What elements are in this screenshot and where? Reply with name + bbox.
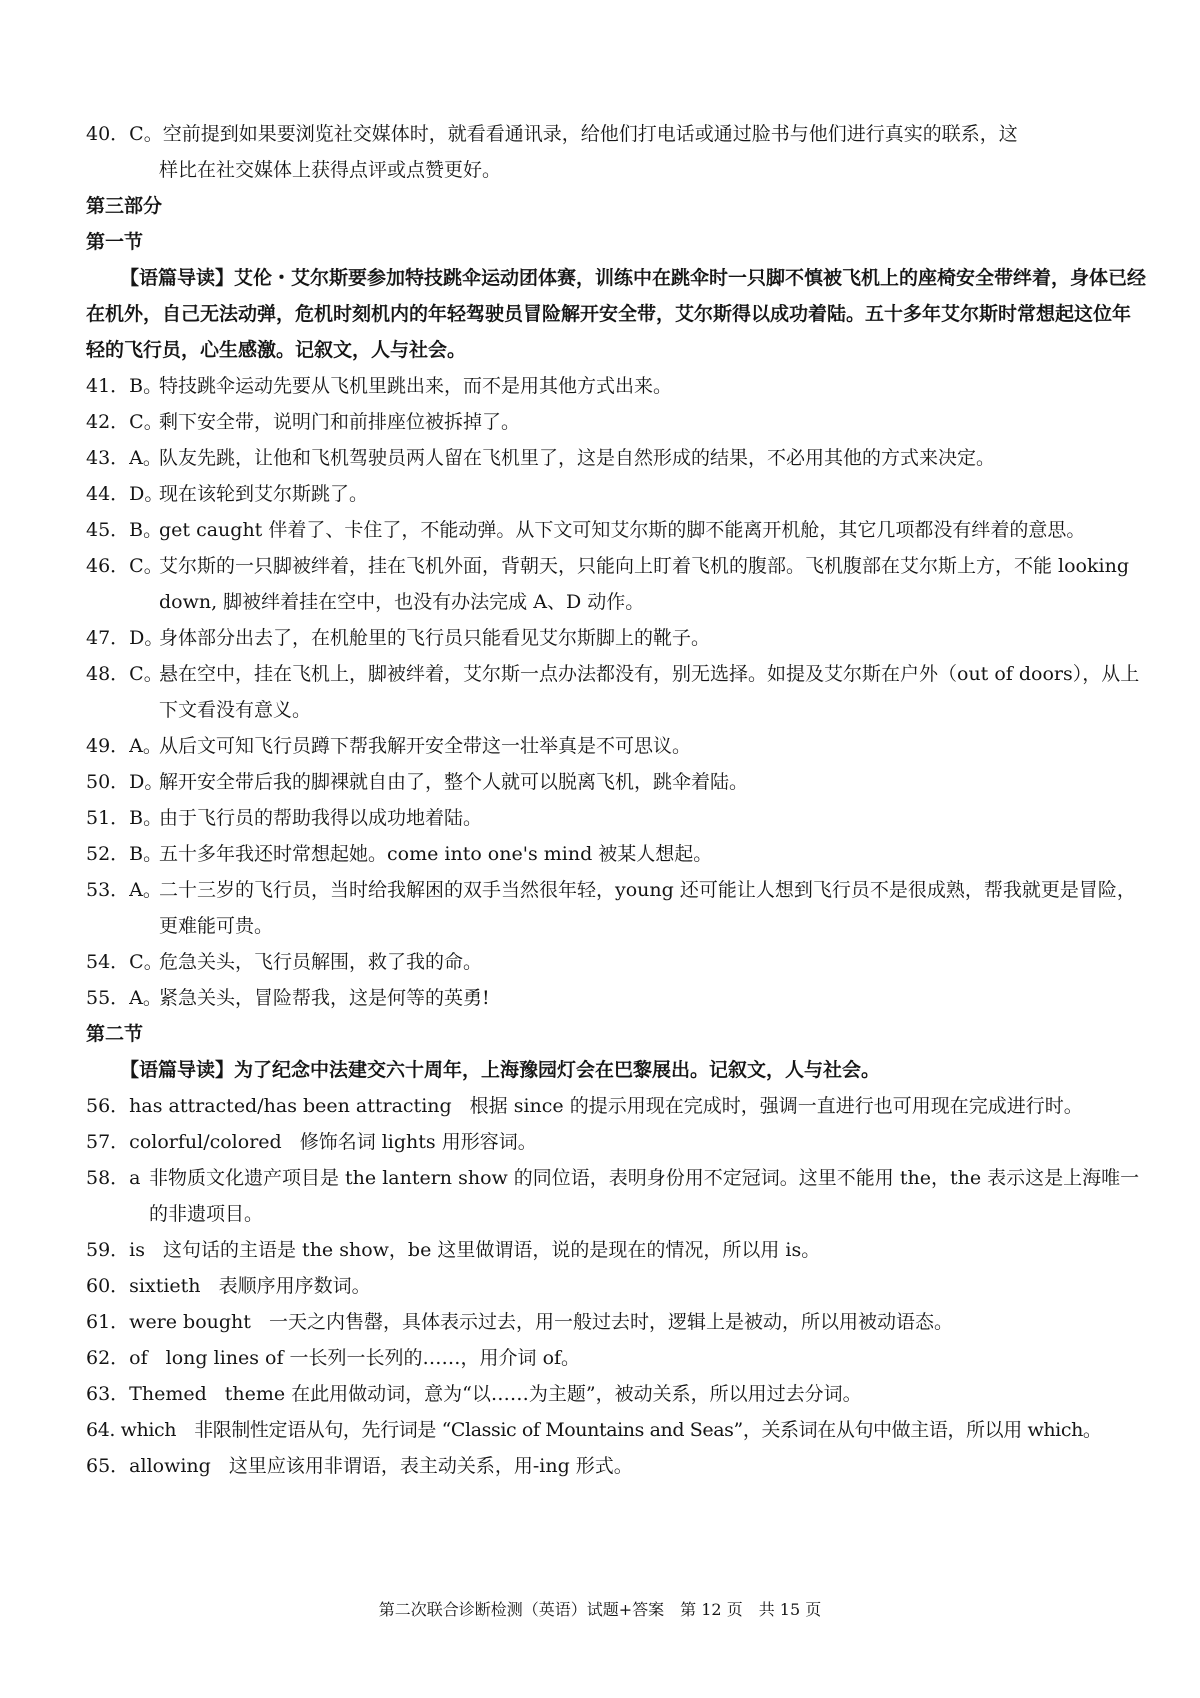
answer-explanation: 由于飞行员的帮助我得以成功地着陆。	[159, 807, 483, 829]
answer-49	[86, 728, 1146, 764]
answer-40-continued: 样比在社交媒体上获得点评或点赞更好。	[159, 159, 502, 181]
answer-explanation: 从后文可知飞行员蹲下帮我解开安全带这一壮举真是不可思议。	[159, 735, 692, 757]
answer-51	[86, 800, 1146, 836]
answer-46	[86, 548, 1146, 620]
answer-56	[86, 1088, 1146, 1124]
section-heading-2: 第二节	[86, 1023, 144, 1045]
answer-number: 62．of	[86, 1347, 148, 1369]
answer-explanation: 修饰名词 lights 用形容词。	[299, 1131, 537, 1153]
answer-explanation: 二十三岁的飞行员，当时给我解困的双手当然很年轻，young 还可能让人想到飞行员不是很成熟，帮我就更是冒险，更难能可贵。	[159, 879, 1136, 937]
answer-explanation: 剩下安全带，说明门和前排座位被拆掉了。	[159, 411, 521, 433]
answer-number: 58．a	[86, 1167, 141, 1189]
answer-number: 51．B。	[86, 807, 163, 829]
answer-45	[86, 512, 1146, 548]
answer-43	[86, 440, 1146, 476]
answer-explanation: 现在该轮到艾尔斯跳了。	[159, 483, 369, 505]
answer-explanation: 非物质文化遗产项目是 the lantern show 的同位语，表明身份用不定冠词。这里不能用 the，the 表示这是上海唯一的非遗项目。	[149, 1167, 1140, 1225]
answer-number: 43．A。	[86, 447, 162, 469]
answer-47	[86, 620, 1146, 656]
answer-explanation: 空前提到如果要浏览社交媒体时，就看看通讯录，给他们打电话或通过脸书与他们进行真实的联系，这	[162, 123, 1018, 145]
answer-explanation: 这句话的主语是 the show，be 这里做谓语，说的是现在的情况，所以用 is。	[163, 1239, 821, 1261]
answer-explanation: 这里应该用非谓语，表主动关系，用-ing 形式。	[228, 1455, 633, 1477]
part-heading: 第三部分	[86, 195, 163, 217]
answer-number: 48．C。	[86, 663, 163, 685]
answer-number: 56．has attracted/has been attracting	[86, 1095, 452, 1117]
answer-number: 40．C。	[86, 123, 163, 145]
answer-explanation: 艾尔斯的一只脚被绊着，挂在飞机外面，背朝天，只能向上盯着飞机的腹部。飞机腹部在艾尔斯上方，不能 looking down, 脚被绊着挂在空中，也没有办法完成 A、D 动作。	[159, 555, 1129, 613]
passage-intro-2: 【语篇导读】为了纪念中法建交六十周年，上海豫园灯会在巴黎展出。记叙文，人与社会。	[120, 1059, 881, 1081]
answer-57	[86, 1124, 1146, 1160]
answer-list-2	[86, 1088, 1146, 1484]
answer-number: 52．B。	[86, 843, 163, 865]
answer-number: 60．sixtieth	[86, 1275, 201, 1297]
answer-53	[86, 872, 1146, 944]
answer-number: 46．C。	[86, 555, 163, 577]
answer-48	[86, 656, 1146, 728]
answer-62	[86, 1340, 1146, 1376]
answer-number: 42．C。	[86, 411, 163, 433]
answer-explanation: 解开安全带后我的脚裸就自由了，整个人就可以脱离飞机，跳伞着陆。	[159, 771, 749, 793]
answer-number: 55．A。	[86, 987, 162, 1009]
answer-42	[86, 404, 1146, 440]
answer-number: 65．allowing	[86, 1455, 211, 1477]
passage-intro-1: 【语篇导读】艾伦・艾尔斯要参加特技跳伞运动团体赛，训练中在跳伞时一只脚不慎被飞机上的座椅安全带绊着，身体已经在机外，自己无法动弹，危机时刻机内的年轻驾驶员冒险解开安全带，艾尔斯得以成功着陆。五十多年艾尔斯时常想起这位年轻的飞行员，心生感激。记叙文，人与社会。	[86, 267, 1147, 361]
answer-63	[86, 1376, 1146, 1412]
answer-number: 64. which	[86, 1419, 177, 1441]
answer-55	[86, 980, 1146, 1016]
answer-40	[86, 116, 1146, 152]
answer-explanation: 一天之内售罄，具体表示过去，用一般过去时，逻辑上是被动，所以用被动语态。	[268, 1311, 953, 1333]
answer-explanation: 根据 since 的提示用现在完成时，强调一直进行也可用现在完成进行时。	[469, 1095, 1083, 1117]
answer-50	[86, 764, 1146, 800]
answer-52	[86, 836, 1146, 872]
answer-number: 47．D。	[86, 627, 164, 649]
answer-number: 45．B。	[86, 519, 163, 541]
answer-59	[86, 1232, 1146, 1268]
answer-explanation: 身体部分出去了，在机舱里的飞行员只能看见艾尔斯脚上的靴子。	[159, 627, 711, 649]
answer-61	[86, 1304, 1146, 1340]
answer-64	[86, 1412, 1146, 1448]
answer-number: 44．D。	[86, 483, 164, 505]
answer-explanation: 危急关头，飞行员解围，救了我的命。	[159, 951, 483, 973]
page-footer: 第二次联合诊断检测（英语）试题+答案 第 12 页 共 15 页	[378, 1600, 822, 1619]
answer-number: 41．B。	[86, 375, 163, 397]
answer-number: 54．C。	[86, 951, 163, 973]
answer-54	[86, 944, 1146, 980]
answer-explanation: 紧急关头，冒险帮我，这是何等的英勇!	[159, 987, 490, 1009]
answer-explanation: long lines of 一长列一长列的……，用介词 of。	[165, 1347, 581, 1369]
answer-number: 63．Themed	[86, 1383, 207, 1405]
answer-number: 61．were bought	[86, 1311, 251, 1333]
answer-explanation: 悬在空中，挂在飞机上，脚被绊着，艾尔斯一点办法都没有，别无选择。如提及艾尔斯在户外（out of doors），从上下文看没有意义。	[159, 663, 1140, 721]
answer-41	[86, 368, 1146, 404]
answer-explanation: 队友先跳，让他和飞机驾驶员两人留在飞机里了，这是自然形成的结果，不必用其他的方式来决定。	[159, 447, 996, 469]
answer-number: 57．colorful/colored	[86, 1131, 282, 1153]
answer-number: 59．is	[86, 1239, 146, 1261]
answer-65	[86, 1448, 1146, 1484]
answer-number: 53．A。	[86, 879, 162, 901]
answer-44	[86, 476, 1146, 512]
answer-58	[86, 1160, 1146, 1232]
answer-list-1	[86, 368, 1146, 1016]
answer-explanation: 非限制性定语从句，先行词是 “Classic of Mountains and Seas”，关系词在从句中做主语，所以用 which。	[194, 1419, 1102, 1441]
answer-60	[86, 1268, 1146, 1304]
answer-explanation: 表顺序用序数词。	[218, 1275, 371, 1297]
section-heading-1: 第一节	[86, 231, 144, 253]
answer-explanation: get caught 伴着了、卡住了，不能动弹。从下文可知艾尔斯的脚不能离开机舱，其它几项都没有绊着的意思。	[159, 519, 1086, 541]
answer-number: 50．D。	[86, 771, 164, 793]
answer-number: 49．A。	[86, 735, 162, 757]
answer-explanation: theme 在此用做动词，意为“以……为主题”，被动关系，所以用过去分词。	[224, 1383, 862, 1405]
answer-content	[86, 116, 1146, 1484]
answer-explanation: 五十多年我还时常想起她。come into one's mind 被某人想起。	[159, 843, 713, 865]
answer-explanation: 特技跳伞运动先要从飞机里跳出来，而不是用其他方式出来。	[159, 375, 673, 397]
